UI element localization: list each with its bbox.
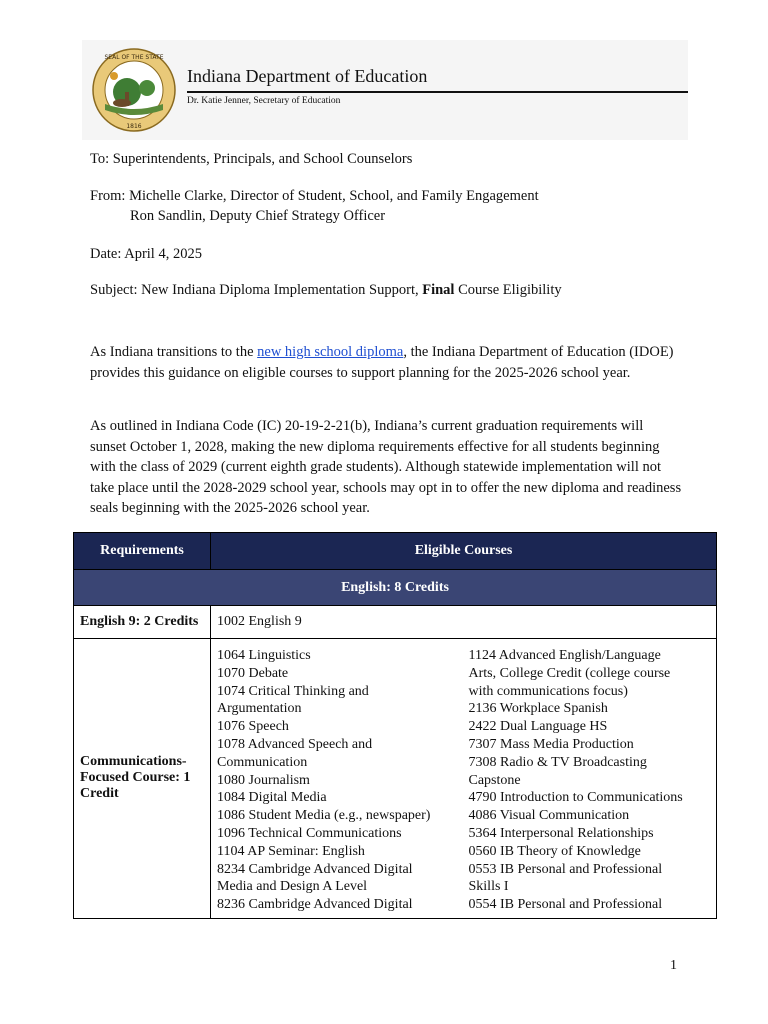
course-list-item: 8236 Cambridge Advanced Digital (217, 897, 413, 913)
subject-prefix: Subject: New Indiana Diploma Implementation Support, (90, 282, 423, 298)
course-list-item: with communications focus) (468, 683, 628, 699)
header-rule (187, 91, 688, 93)
course-list-item: 1124 Advanced English/Language (468, 648, 661, 663)
memo-from: From: Michelle Clarke, Director of Student, School, and Family Engagement (90, 188, 539, 204)
table-row (74, 606, 717, 639)
course-list-item: 7308 Radio & TV Broadcasting (468, 754, 647, 770)
state-seal-logo (92, 48, 176, 132)
section-english: English: 8 Credits (74, 570, 717, 606)
course-list-item: 1104 AP Seminar: English (217, 843, 365, 859)
course-list-item: 0553 IB Personal and Professional (468, 861, 663, 877)
course-list-item: 4086 Visual Communication (468, 808, 630, 824)
svg-text:1816: 1816 (126, 123, 142, 130)
course-list-item: 0560 IB Theory of Knowledge (468, 843, 641, 859)
course-list-item: Argumentation (217, 701, 302, 717)
course-list-item: 8234 Cambridge Advanced Digital (217, 861, 413, 877)
course-list-item: 1074 Critical Thinking and (217, 683, 369, 699)
course-list-item: Arts, College Credit (college course (468, 665, 671, 681)
requirement-communications: Communications-Focused Course: 1 Credit (74, 639, 211, 919)
course-list-left (217, 647, 459, 914)
course-list-item: 1064 Linguistics (217, 648, 311, 663)
memo-from-second: Ron Sandlin, Deputy Chief Strategy Officer (130, 208, 386, 224)
course-list-item: 5364 Interpersonal Relationships (468, 825, 654, 841)
course-list-item: Skills I (468, 879, 509, 895)
subject-bold: Final (422, 282, 455, 298)
org-name: Indiana Department of Education (187, 66, 428, 86)
course-list-item: Capstone (468, 772, 521, 788)
svg-text:SEAL OF THE STATE: SEAL OF THE STATE (104, 54, 164, 61)
course-list-item: 1076 Speech (217, 719, 289, 735)
diploma-link[interactable]: new high school diploma (257, 344, 404, 360)
course-list-item: 2136 Workplace Spanish (468, 701, 608, 717)
col-header-requirements: Requirements (74, 533, 211, 570)
courses-communications (211, 639, 717, 919)
page-number: 1 (670, 958, 677, 973)
org-subtitle: Dr. Katie Jenner, Secretary of Education (187, 96, 341, 106)
code-paragraph: As outlined in Indiana Code (IC) 20-19-2-21(b), Indiana’s current graduation requirements will sunset October 1, 2028, making the new diploma requirements effective for all students beginning with the class of 2029 (current eighth grade students). Although statewide implementation will not take place until the 2028-2029 school year, schools may opt in to offer the new diploma and readiness seals beginning with the 2025-2026 school year. (90, 418, 682, 516)
section-row (74, 570, 717, 606)
course-list-item: 4790 Introduction to Communications (468, 790, 683, 806)
course-list-item: Media and Design A Level (217, 879, 368, 895)
table-row (74, 639, 717, 919)
course-list-item: 1078 Advanced Speech and (217, 736, 373, 752)
course-list-item: 0554 IB Personal and Professional (468, 897, 663, 913)
course-list-item: 1096 Technical Communications (217, 825, 402, 841)
requirement-english9: English 9: 2 Credits (74, 606, 211, 639)
memo-to: To: Superintendents, Principals, and School Counselors (90, 151, 413, 167)
memo-subject (90, 282, 562, 299)
intro-after: , the Indiana Department of Education (IDOE) provides this guidance on eligible courses to support planning for the 2025-2026 school year. (90, 344, 674, 381)
course-list-right (469, 647, 711, 914)
col-header-courses: Eligible Courses (211, 533, 717, 570)
course-list-item: 1086 Student Media (e.g., newspaper) (217, 808, 431, 824)
course-list-item: Communication (217, 754, 308, 770)
course-list-item: 7307 Mass Media Production (468, 736, 634, 752)
course-table (73, 532, 717, 919)
course-list-item: 1084 Digital Media (217, 790, 327, 806)
course-list-item: 1070 Debate (217, 665, 289, 681)
letterhead (82, 40, 688, 140)
course-list-item: 1080 Journalism (217, 772, 310, 788)
courses-english9: 1002 English 9 (211, 606, 717, 639)
intro-before: As Indiana transitions to the (90, 344, 258, 360)
memo-date: Date: April 4, 2025 (90, 246, 202, 262)
table-header-row (74, 533, 717, 570)
intro-paragraph (90, 342, 682, 383)
course-list-item: 2422 Dual Language HS (468, 719, 608, 735)
subject-suffix: Course Eligibility (454, 282, 562, 298)
